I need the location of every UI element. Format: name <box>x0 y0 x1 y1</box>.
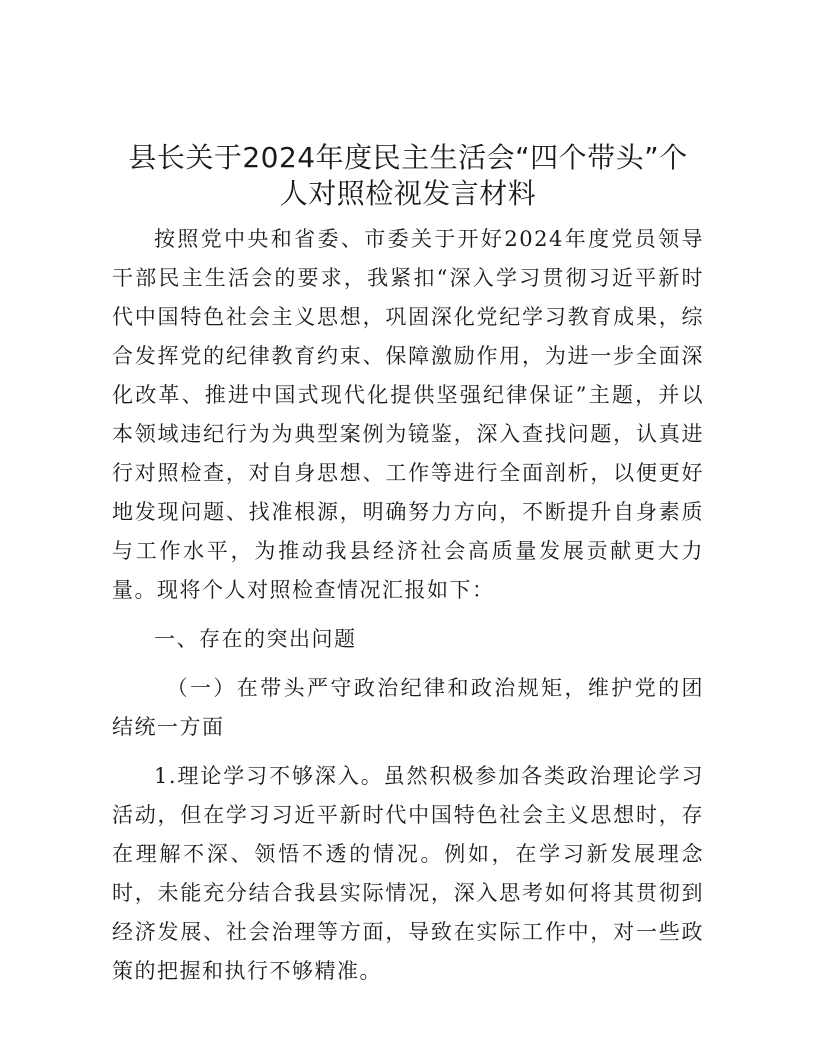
section-heading: 一、存在的突出问题 <box>154 627 357 651</box>
title-line-2: 人对照检视发言材料 <box>279 177 537 210</box>
point-paragraph: 1.理论学习不够深入。虽然积极参加各类政治理论学习活动，但在学习习近平新时代中国特色社会主义思想时，存在理解不深、领悟不透的情况。例如，在学习新发展理念时，未能充分结合我县实际情况，深入思考如何将其贯彻到经济发展、社会治理等方面，导致在实际工作中，对一些政策的把握和执行不够精准。 <box>112 764 704 983</box>
document-title <box>112 140 704 212</box>
title-line-1: 县长关于2024年度民主生活会“四个带头”个 <box>128 141 688 174</box>
document-page <box>112 140 704 991</box>
subsection-heading: （一）在带头严守政治纪律和政治规矩，维护党的团结统一方面 <box>112 676 704 739</box>
intro-paragraph: 按照党中央和省委、市委关于开好2024年度党员领导干部民主生活会的要求，我紧扣“深入学习贯彻习近平新时代中国特色社会主义思想，巩固深化党纪学习教育成果，综合发挥党的纪律教育约束、保障激励作用，为进一步全面深化改革、推进中国式现代化提供坚强纪律保证”主题，并以本领域违纪行为为典型案例为镜鉴，深入查找问题，认真进行对照检查，对自身思想、工作等进行全面剖析，以便更好地发现问题、找准根源，明确努力方向，不断提升自身素质与工作水平，为推动我县经济社会高质量发展贡献更大力量。现将个人对照检查情况汇报如下： <box>112 227 704 602</box>
